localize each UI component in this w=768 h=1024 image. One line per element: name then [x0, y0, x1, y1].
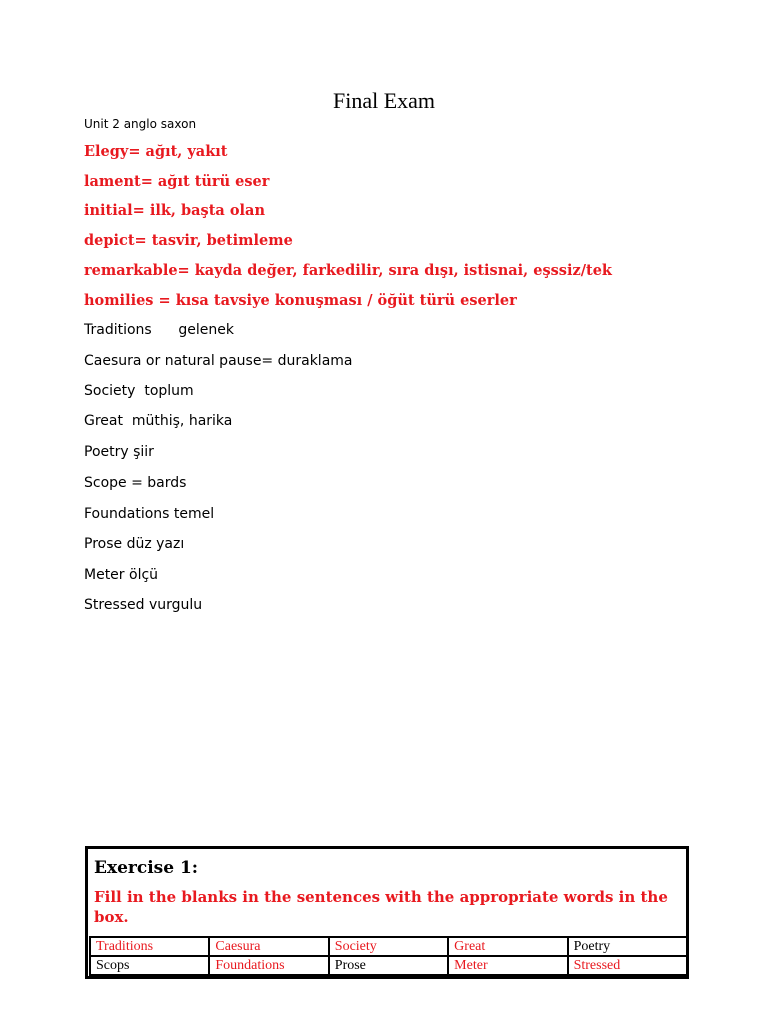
- word-cell: Foundations: [209, 956, 328, 975]
- vocab-item: Poetry şiir: [84, 444, 154, 460]
- word-cell: Great: [448, 937, 567, 956]
- vocab-item: Traditions gelenek: [84, 322, 235, 338]
- exercise-box: [85, 846, 689, 979]
- word-cell: Caesura: [209, 937, 328, 956]
- page-title: Final Exam: [332, 88, 436, 113]
- vocab-item: Caesura or natural pause= duraklama: [84, 353, 353, 369]
- table-row: [90, 956, 687, 975]
- vocab-item: Prose düz yazı: [84, 536, 185, 552]
- word-box-table: [89, 936, 688, 976]
- unit-subtitle: Unit 2 anglo saxon: [84, 117, 197, 131]
- word-cell: Scops: [90, 956, 209, 975]
- exercise-title: Exercise 1:: [94, 858, 199, 878]
- vocab-item: lament= ağıt türü eser: [84, 173, 270, 190]
- vocab-item: homilies = kısa tavsiye konuşması / öğüt türü eserler: [84, 292, 517, 309]
- vocab-item: Stressed vurgulu: [84, 597, 203, 613]
- word-cell: Society: [329, 937, 448, 956]
- vocab-item: Scope = bards: [84, 475, 187, 491]
- exercise-instruction: Fill in the blanks in the sentences with the appropriate words in the box.: [94, 888, 668, 926]
- vocab-item: Foundations temel: [84, 506, 215, 522]
- vocab-item: remarkable= kayda değer, farkedilir, sıra dışı, istisnai, eşssiz/tek: [84, 262, 612, 279]
- vocab-item: initial= ilk, başta olan: [84, 202, 265, 219]
- word-cell: Traditions: [90, 937, 209, 956]
- vocab-item: Great müthiş, harika: [84, 413, 233, 429]
- vocab-item: Meter ölçü: [84, 567, 159, 583]
- table-row: [90, 937, 687, 956]
- word-cell: Poetry: [568, 937, 687, 956]
- word-cell: Stressed: [568, 956, 687, 975]
- word-cell: Prose: [329, 956, 448, 975]
- vocab-item: Society toplum: [84, 383, 194, 399]
- word-cell: Meter: [448, 956, 567, 975]
- vocab-item: Elegy= ağıt, yakıt: [84, 143, 228, 160]
- vocab-item: depict= tasvir, betimleme: [84, 232, 293, 249]
